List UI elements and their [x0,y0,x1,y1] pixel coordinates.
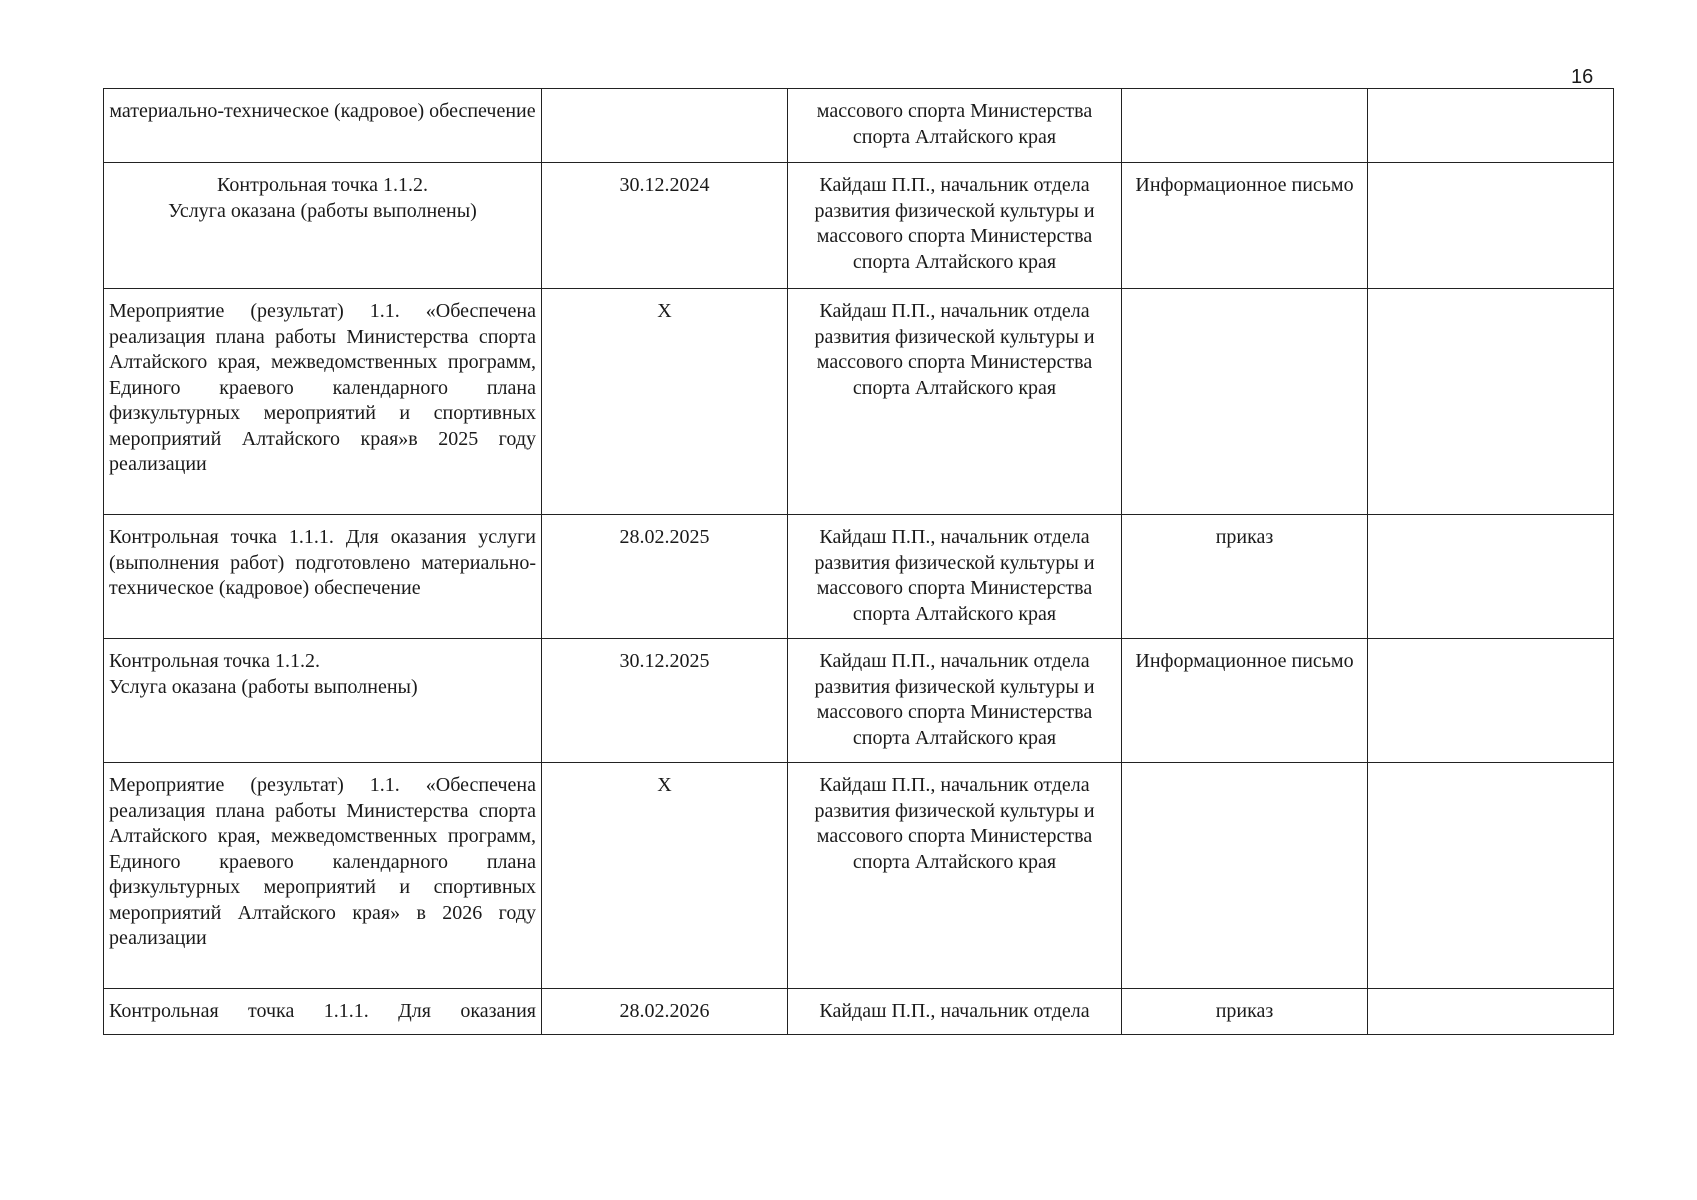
table-row [104,639,1614,763]
responsible-cell: Кайдаш П.П., начальник отдела развития физической культуры и массового спорта Министерства спорта Алтайского края [788,763,1122,989]
empty-cell [1368,763,1614,989]
event-cell: материально-техническое (кадровое) обеспечение [104,89,542,163]
event-cell-line: Контрольная точка 1.1.2. [217,174,428,196]
deadline-cell: 28.02.2025 [542,515,788,639]
document-cell [1122,89,1368,163]
page-number: 16 [1571,66,1594,88]
responsible-cell: Кайдаш П.П., начальник отдела развития физической культуры и массового спорта Министерства спорта Алтайского края [788,163,1122,289]
responsible-cell: массового спорта Министерства спорта Алтайского края [788,89,1122,163]
document-cell: Информационное письмо [1122,163,1368,289]
event-cell: Мероприятие (результат) 1.1. «Обеспечена реализация плана работы Министерства спорта Алтайского края, межведомственных программ, Единого краевого календарного плана физкультурных мероприятий и спортивных мероприятий Алтайского края» в 2026 году реализации [104,763,542,989]
table-row [104,515,1614,639]
deadline-cell: X [542,289,788,515]
empty-cell [1368,89,1614,163]
deadline-cell: X [542,763,788,989]
empty-cell [1368,989,1614,1035]
document-cell: приказ [1122,989,1368,1035]
document-cell [1122,289,1368,515]
empty-cell [1368,289,1614,515]
event-cell [104,163,542,289]
deadline-cell: 28.02.2026 [542,989,788,1035]
deadline-cell: 30.12.2025 [542,639,788,763]
table-row [104,989,1614,1035]
deadline-cell: 30.12.2024 [542,163,788,289]
event-cell: Контрольная точка 1.1.1. Для оказания услуги (выполнения работ) подготовлено материально-техническое (кадровое) обеспечение [104,515,542,639]
responsible-cell: Кайдаш П.П., начальник отдела [788,989,1122,1035]
event-cell-line: Услуга оказана (работы выполнены) [109,675,418,698]
event-cell-line: Контрольная точка 1.1.2. [109,650,320,672]
empty-cell [1368,515,1614,639]
event-cell [104,639,542,763]
event-cell-line: Услуга оказана (работы выполнены) [168,199,477,222]
deadline-cell [542,89,788,163]
table-row [104,289,1614,515]
document-cell: Информационное письмо [1122,639,1368,763]
plan-table [103,88,1614,1035]
event-cell: Мероприятие (результат) 1.1. «Обеспечена реализация плана работы Министерства спорта Алтайского края, межведомственных программ, Единого краевого календарного плана физкультурных мероприятий и спортивных мероприятий Алтайского края»в 2025 году реализации [104,289,542,515]
responsible-cell: Кайдаш П.П., начальник отдела развития физической культуры и массового спорта Министерства спорта Алтайского края [788,289,1122,515]
table-row [104,763,1614,989]
document-cell: приказ [1122,515,1368,639]
responsible-cell: Кайдаш П.П., начальник отдела развития физической культуры и массового спорта Министерства спорта Алтайского края [788,639,1122,763]
empty-cell [1368,639,1614,763]
responsible-cell: Кайдаш П.П., начальник отдела развития физической культуры и массового спорта Министерства спорта Алтайского края [788,515,1122,639]
table-row [104,163,1614,289]
table-row [104,89,1614,163]
empty-cell [1368,163,1614,289]
document-cell [1122,763,1368,989]
event-cell: Контрольная точка 1.1.1. Для оказания [104,989,542,1035]
